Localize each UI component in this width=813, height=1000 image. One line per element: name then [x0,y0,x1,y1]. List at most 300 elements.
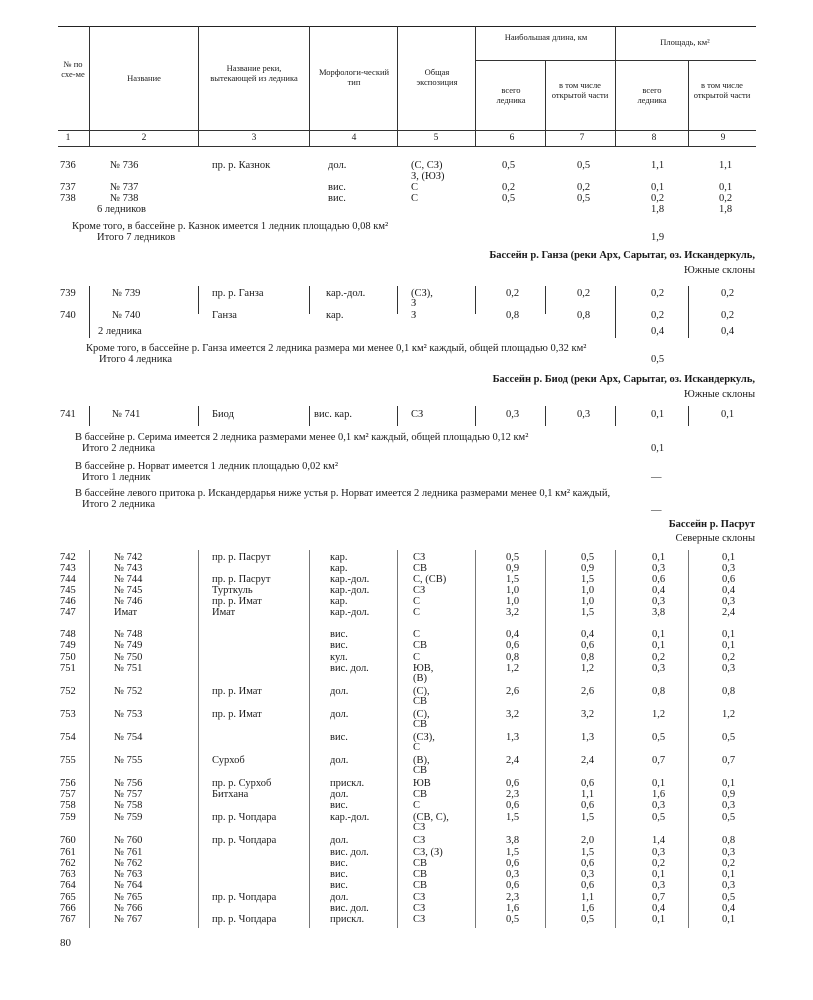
row-number: 743 [60,563,76,574]
area-total: 0,3 [652,563,666,574]
row-rule [309,286,310,314]
row-number: 741 [60,409,76,420]
area-open: 0,9 [722,789,736,800]
length-open: 1,2 [581,663,595,674]
row-number: 753 [60,709,76,720]
row-rule [198,550,199,928]
header-col1: № по схе-ме [61,59,85,79]
area-total: 3,8 [652,607,666,618]
river-name: пр. р. Сурхоб [212,778,272,789]
morph-type: дол. [328,160,347,171]
length-total: 1,3 [506,732,520,743]
morph-type: вис. [330,629,348,640]
morph-type: кар.-дол. [330,607,370,618]
area-open: 0,2 [719,193,733,204]
morph-type: вис. [330,732,348,743]
area-total: 0,1 [651,409,665,420]
length-total: 3,2 [506,607,520,618]
note-text: В бассейне р. Норват имеется 1 ледник площадью 0,02 км² [75,461,338,472]
total-label: Итого 7 ледников [97,232,176,243]
length-total: 1,5 [506,847,520,858]
morph-type: кар. [330,563,348,574]
glacier-name: № 739 [112,288,141,299]
morph-type: дол. [330,686,349,697]
row-number: 736 [60,160,76,171]
row-rule [688,550,689,928]
header-col4: Морфологи-ческий тип [318,67,390,87]
area-open: 0,1 [722,552,736,563]
subtotal-area: 1,8 [651,204,665,215]
exposition: СЗ [411,409,424,420]
glacier-name: № 754 [114,732,143,743]
header-col9: в том числе открытой части [693,80,751,100]
numbers-bottom-rule [58,146,756,147]
subtotal-label: 2 ледника [98,326,142,337]
col-number: 1 [65,133,71,143]
length-total: 0,6 [506,800,520,811]
row-number: 740 [60,310,76,321]
row-rule [688,406,689,426]
area-open: 0,2 [721,288,735,299]
length-open: 0,6 [581,778,595,789]
river-name: пр. р. Пасрут [212,552,271,563]
col-number: 8 [651,133,657,143]
glacier-name: № 744 [114,574,143,585]
length-open: 0,9 [581,563,595,574]
exposition: (СЗ), [411,288,433,299]
header-col3: Название реки, вытекающей из ледника [210,63,298,83]
row-number: 760 [60,835,76,846]
glacier-name: № 746 [114,596,143,607]
area-total: 0,7 [652,892,666,903]
note-text: В бассейне р. Серима имеется 2 ледника размерами менее 0,1 км² каждый, общей площадью 0,12 км² [75,432,529,443]
glacier-name: № 756 [114,778,143,789]
glacier-name: № 765 [114,892,143,903]
glacier-name: № 755 [114,755,143,766]
col-number: 6 [509,133,515,143]
glacier-name: № 748 [114,629,143,640]
length-open: 1,0 [581,596,595,607]
area-open: 1,1 [719,160,733,171]
header-area-group: Площадь, км² [660,37,710,47]
morph-type: кар.-дол. [326,288,366,299]
total-area: — [651,472,662,483]
area-total: 0,1 [651,182,665,193]
row-number: 748 [60,629,76,640]
area-total: 0,6 [652,574,666,585]
morph-type: дол. [330,709,349,720]
area-open: 0,3 [722,563,736,574]
row-rule [475,286,476,314]
length-open: 1,6 [581,903,595,914]
river-name: пр. р. Чопдара [212,812,277,823]
area-open: 0,1 [722,914,736,925]
row-number: 739 [60,288,76,299]
row-rule [688,286,689,338]
length-total: 0,5 [506,552,520,563]
glacier-name: № 738 [110,193,139,204]
col-divider [198,26,199,146]
row-rule [89,286,90,338]
length-total: 0,9 [506,563,520,574]
glacier-name: № 752 [114,686,143,697]
col-divider [89,26,90,146]
col-number: 9 [720,133,726,143]
exposition: (В), [413,755,430,766]
glacier-name: № 750 [114,652,143,663]
subtotal-area: 0,4 [651,326,665,337]
exposition: С [413,800,421,811]
exposition: (С), [413,686,430,697]
morph-type: прискл. [330,914,365,925]
morph-type: вис. дол. [330,663,369,674]
area-open: 0,1 [722,869,736,880]
glacier-name: № 745 [114,585,143,596]
row-number: 751 [60,663,76,674]
area-total: 0,1 [652,778,666,789]
slope-heading: Южные склоны [683,389,755,400]
morph-type: вис. [328,193,346,204]
total-label: Итого 4 ледника [99,354,173,365]
glacier-name: № 736 [110,160,139,171]
area-open: 0,6 [722,574,736,585]
note-text: Кроме того, в бассейне р. Ганза имеется 2 ледника размера ми менее 0,1 км² каждый, общей площадью 0,32 км² [86,343,587,354]
row-number: 763 [60,869,76,880]
row-rule [309,550,310,928]
exposition: С [413,629,421,640]
area-open: 0,3 [722,800,736,811]
river-name: пр. р. Имат [212,596,262,607]
row-number: 742 [60,552,76,563]
morph-type: дол. [330,789,349,800]
row-rule [545,406,546,426]
total-label: Итого 2 ледника [82,499,156,510]
exposition: ЮВ [413,778,431,789]
morph-type: прискл. [330,778,365,789]
col-divider [309,26,310,146]
col-number: 2 [141,133,147,143]
morph-type: кар. [330,596,348,607]
exposition-cont: (В) [413,673,427,684]
area-open: 0,1 [721,409,735,420]
row-number: 749 [60,640,76,651]
morph-type: кар.-дол. [330,574,370,585]
morph-type: вис. [330,858,348,869]
glacier-name: № 761 [114,847,143,858]
header-col5: Общая экспозиция [416,67,458,87]
area-open: 0,4 [722,585,736,596]
area-total: 1,1 [651,160,665,171]
river-name: Ганза [212,310,237,321]
glacier-name: № 762 [114,858,143,869]
area-open: 0,3 [722,596,736,607]
exposition-cont: СВ [413,765,428,776]
exposition: С [411,182,419,193]
area-total: 0,1 [652,640,666,651]
exposition: СВ [413,640,428,651]
row-rule [615,286,616,338]
length-total: 0,6 [506,880,520,891]
length-open: 0,5 [581,552,595,563]
length-open: 2,0 [581,835,595,846]
length-total: 0,8 [506,652,520,663]
subtotal-area-open: 1,8 [719,204,733,215]
exposition: (СВ, С), [413,812,449,823]
area-total: 0,5 [652,812,666,823]
length-total: 0,6 [506,640,520,651]
area-total: 0,1 [652,552,666,563]
row-number: 759 [60,812,76,823]
exposition: З [411,310,417,321]
row-number: 752 [60,686,76,697]
header-col8: всего ледника [637,85,667,105]
length-open: 0,8 [577,310,591,321]
col-divider [397,26,398,146]
length-open: 0,5 [577,160,591,171]
col-divider [615,26,616,146]
exposition: (СЗ), [413,732,435,743]
river-name: Сурхоб [212,755,245,766]
row-rule [397,286,398,314]
length-open: 0,3 [581,869,595,880]
length-open: 0,5 [577,193,591,204]
glacier-name: № 759 [114,812,143,823]
morph-type: кар.-дол. [330,585,370,596]
row-rule [475,550,476,928]
row-number: 756 [60,778,76,789]
glacier-name: № 753 [114,709,143,720]
length-open: 2,6 [581,686,595,697]
length-open: 0,6 [581,800,595,811]
length-total: 0,5 [502,193,516,204]
exposition: СВ [413,563,428,574]
area-open: 0,3 [722,880,736,891]
row-rule [309,406,310,426]
area-open: 0,5 [722,812,736,823]
exposition: СВ [413,869,428,880]
exposition: ЮВ, [413,663,434,674]
length-open: 1,5 [581,607,595,618]
length-total: 0,5 [506,914,520,925]
area-open: 1,2 [722,709,736,720]
length-total: 3,8 [506,835,520,846]
morph-type: вис. [330,640,348,651]
page-number: 80 [60,937,71,949]
length-open: 0,2 [577,288,591,299]
row-number: 766 [60,903,76,914]
glacier-name: № 767 [114,914,143,925]
exposition-cont: СВ [413,696,428,707]
area-open: 0,1 [722,778,736,789]
exposition: СЗ [413,552,426,563]
col-number: 7 [579,133,585,143]
length-total: 2,3 [506,892,520,903]
total-area: 0,5 [651,354,665,365]
length-open: 2,4 [581,755,595,766]
row-rule [89,406,90,426]
header-col2: Название [127,73,161,83]
header-col6: всего ледника [496,85,526,105]
row-number: 750 [60,652,76,663]
exposition: СВ [413,880,428,891]
row-rule [397,550,398,928]
row-rule [615,406,616,426]
area-total: 0,4 [652,903,666,914]
header-bottom-rule [58,130,756,131]
row-rule [198,286,199,314]
total-area: 1,9 [651,232,665,243]
area-total: 0,7 [652,755,666,766]
row-rule [475,406,476,426]
morph-type: кар. [326,310,344,321]
river-name: пр. р. Имат [212,709,262,720]
header-col7: в том числе открытой части [551,80,609,100]
area-total: 0,8 [652,686,666,697]
length-total: 1,6 [506,903,520,914]
area-open: 0,8 [722,686,736,697]
length-total: 0,3 [506,409,520,420]
row-number: 744 [60,574,76,585]
exposition: (С), [413,709,430,720]
morph-type: вис. кар. [314,409,352,420]
area-total: 0,5 [652,732,666,743]
exposition: С [413,652,421,663]
area-total: 0,3 [652,880,666,891]
glacier-name: № 764 [114,880,143,891]
header-length-group: Наибольшая длина, км [504,32,588,42]
row-number: 737 [60,182,76,193]
row-number: 762 [60,858,76,869]
col-divider [545,60,546,146]
glacier-name: № 749 [114,640,143,651]
morph-type: кар.-дол. [330,812,370,823]
length-open: 0,5 [581,914,595,925]
area-total: 0,2 [652,858,666,869]
area-open: 0,1 [722,640,736,651]
total-area: 0,1 [651,443,665,454]
length-total: 1,0 [506,585,520,596]
glacier-name: № 766 [114,903,143,914]
area-total: 0,1 [652,914,666,925]
length-total: 0,4 [506,629,520,640]
row-rule [198,406,199,426]
area-open: 0,1 [722,629,736,640]
total-label: Итого 2 ледника [82,443,156,454]
area-total: 1,6 [652,789,666,800]
area-open: 0,5 [722,892,736,903]
length-total: 2,3 [506,789,520,800]
row-rule [397,406,398,426]
morph-type: вис. дол. [330,903,369,914]
area-total: 0,1 [652,869,666,880]
area-open: 0,4 [722,903,736,914]
exposition-cont: СЗ [413,822,426,833]
river-name: пр. р. Казнок [212,160,271,171]
exposition: СЗ [413,585,426,596]
morph-type: дол. [330,835,349,846]
area-open: 0,2 [722,652,736,663]
length-open: 1,5 [581,574,595,585]
basin-heading: Бассейн р. Пасрут [668,519,755,530]
exposition: СВ [413,789,428,800]
length-total: 3,2 [506,709,520,720]
area-open: 0,3 [722,663,736,674]
length-open: 0,6 [581,880,595,891]
area-open: 0,2 [721,310,735,321]
col-number: 3 [251,133,257,143]
glacier-name: № 740 [112,310,141,321]
basin-heading: Бассейн р. Ганза (реки Арх, Сарытаг, оз. Искандеркуль, [489,250,755,261]
row-rule [89,550,90,928]
glacier-name: № 758 [114,800,143,811]
morph-type: дол. [330,892,349,903]
length-total: 0,5 [502,160,516,171]
glacier-name: № 737 [110,182,139,193]
area-total: 0,3 [652,663,666,674]
exposition-cont: С [413,742,421,753]
glacier-name: № 743 [114,563,143,574]
length-total: 0,2 [506,288,520,299]
row-number: 747 [60,607,76,618]
length-total: 0,6 [506,858,520,869]
row-rule [545,286,546,314]
note-text: Кроме того, в бассейне р. Казнок имеется 1 ледник площадью 0,08 км² [72,221,389,232]
length-total: 2,6 [506,686,520,697]
length-total: 1,5 [506,812,520,823]
subtotal-label: 6 ледников [97,204,146,215]
length-total: 0,2 [502,182,516,193]
glacier-name: Имат [114,607,138,618]
exposition-cont: З, (ЮЗ) [411,171,445,182]
length-total: 1,5 [506,574,520,585]
area-total: 0,3 [652,596,666,607]
row-number: 745 [60,585,76,596]
exposition: СЗ [413,835,426,846]
river-name: пр. р. Пасрут [212,574,271,585]
area-open: 0,3 [722,847,736,858]
length-open: 0,8 [581,652,595,663]
exposition-cont: СВ [413,719,428,730]
river-name: Имат [212,607,236,618]
row-number: 757 [60,789,76,800]
length-total: 0,8 [506,310,520,321]
row-number: 746 [60,596,76,607]
col-divider [688,60,689,146]
glacier-name: № 751 [114,663,143,674]
morph-type: вис. [330,869,348,880]
morph-type: дол. [330,755,349,766]
area-total: 0,3 [652,847,666,858]
glacier-name: № 760 [114,835,143,846]
row-number: 765 [60,892,76,903]
basin-heading: Бассейн р. Биод (реки Арх, Сарытаг, оз. Искандеркуль, [492,374,755,385]
exposition: С [411,193,419,204]
exposition: СЗ [413,892,426,903]
col-number: 5 [433,133,439,143]
area-open: 0,8 [722,835,736,846]
river-name: Биод [212,409,234,420]
length-open: 0,3 [577,409,591,420]
slope-heading: Северные склоны [675,533,755,544]
area-total: 0,2 [651,288,665,299]
col-divider [475,26,476,146]
length-open: 1,5 [581,847,595,858]
area-total: 0,3 [652,800,666,811]
row-number: 754 [60,732,76,743]
glacier-name: № 741 [112,409,141,420]
area-open: 0,5 [722,732,736,743]
row-rule [615,550,616,928]
